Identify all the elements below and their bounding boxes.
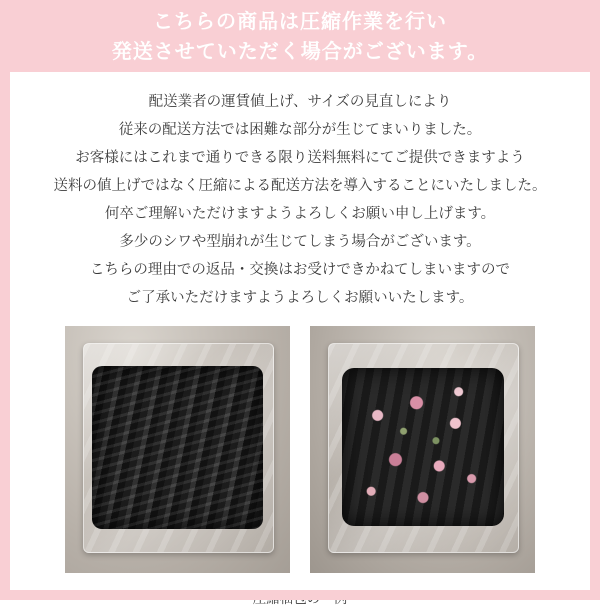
- bottom-border-band: [0, 590, 600, 600]
- header-line-2: 発送させていただく場合がございます。: [111, 41, 489, 63]
- body-line-5: 何卒ご理解いただけますようよろしくお願い申し上げます。: [104, 206, 496, 222]
- body-line-8: ご了承いただけますようよろしくお願いいたします。: [126, 290, 474, 306]
- body-line-3: お客様にはこれまで通りできる限り送料無料にてご提供できますよう: [75, 150, 525, 166]
- body-line-6: 多少のシワや型崩れが生じてしまう場合がございます。: [119, 234, 481, 250]
- notice-body: [10, 88, 590, 312]
- body-line-4: 送料の値上げではなく圧縮による配送方法を導入することにいたしました。: [53, 178, 547, 194]
- photo-compressed-floral-clothing: [310, 326, 535, 573]
- body-line-7: こちらの理由での返品・交換はお受けできかねてしまいますので: [89, 262, 511, 278]
- photo-row: [10, 326, 590, 573]
- header-line-1: こちらの商品は圧縮作業を行い: [153, 11, 447, 33]
- body-line-1: 配送業者の運賃値上げ、サイズの見直しにより: [148, 94, 452, 110]
- body-line-2: 従来の配送方法では困難な部分が生じてまいりました。: [118, 122, 482, 138]
- header-banner: [10, 0, 590, 72]
- black-clothing-content: [92, 366, 263, 529]
- photo-compressed-black-clothing: [65, 326, 290, 573]
- floral-clothing-content: [342, 368, 504, 526]
